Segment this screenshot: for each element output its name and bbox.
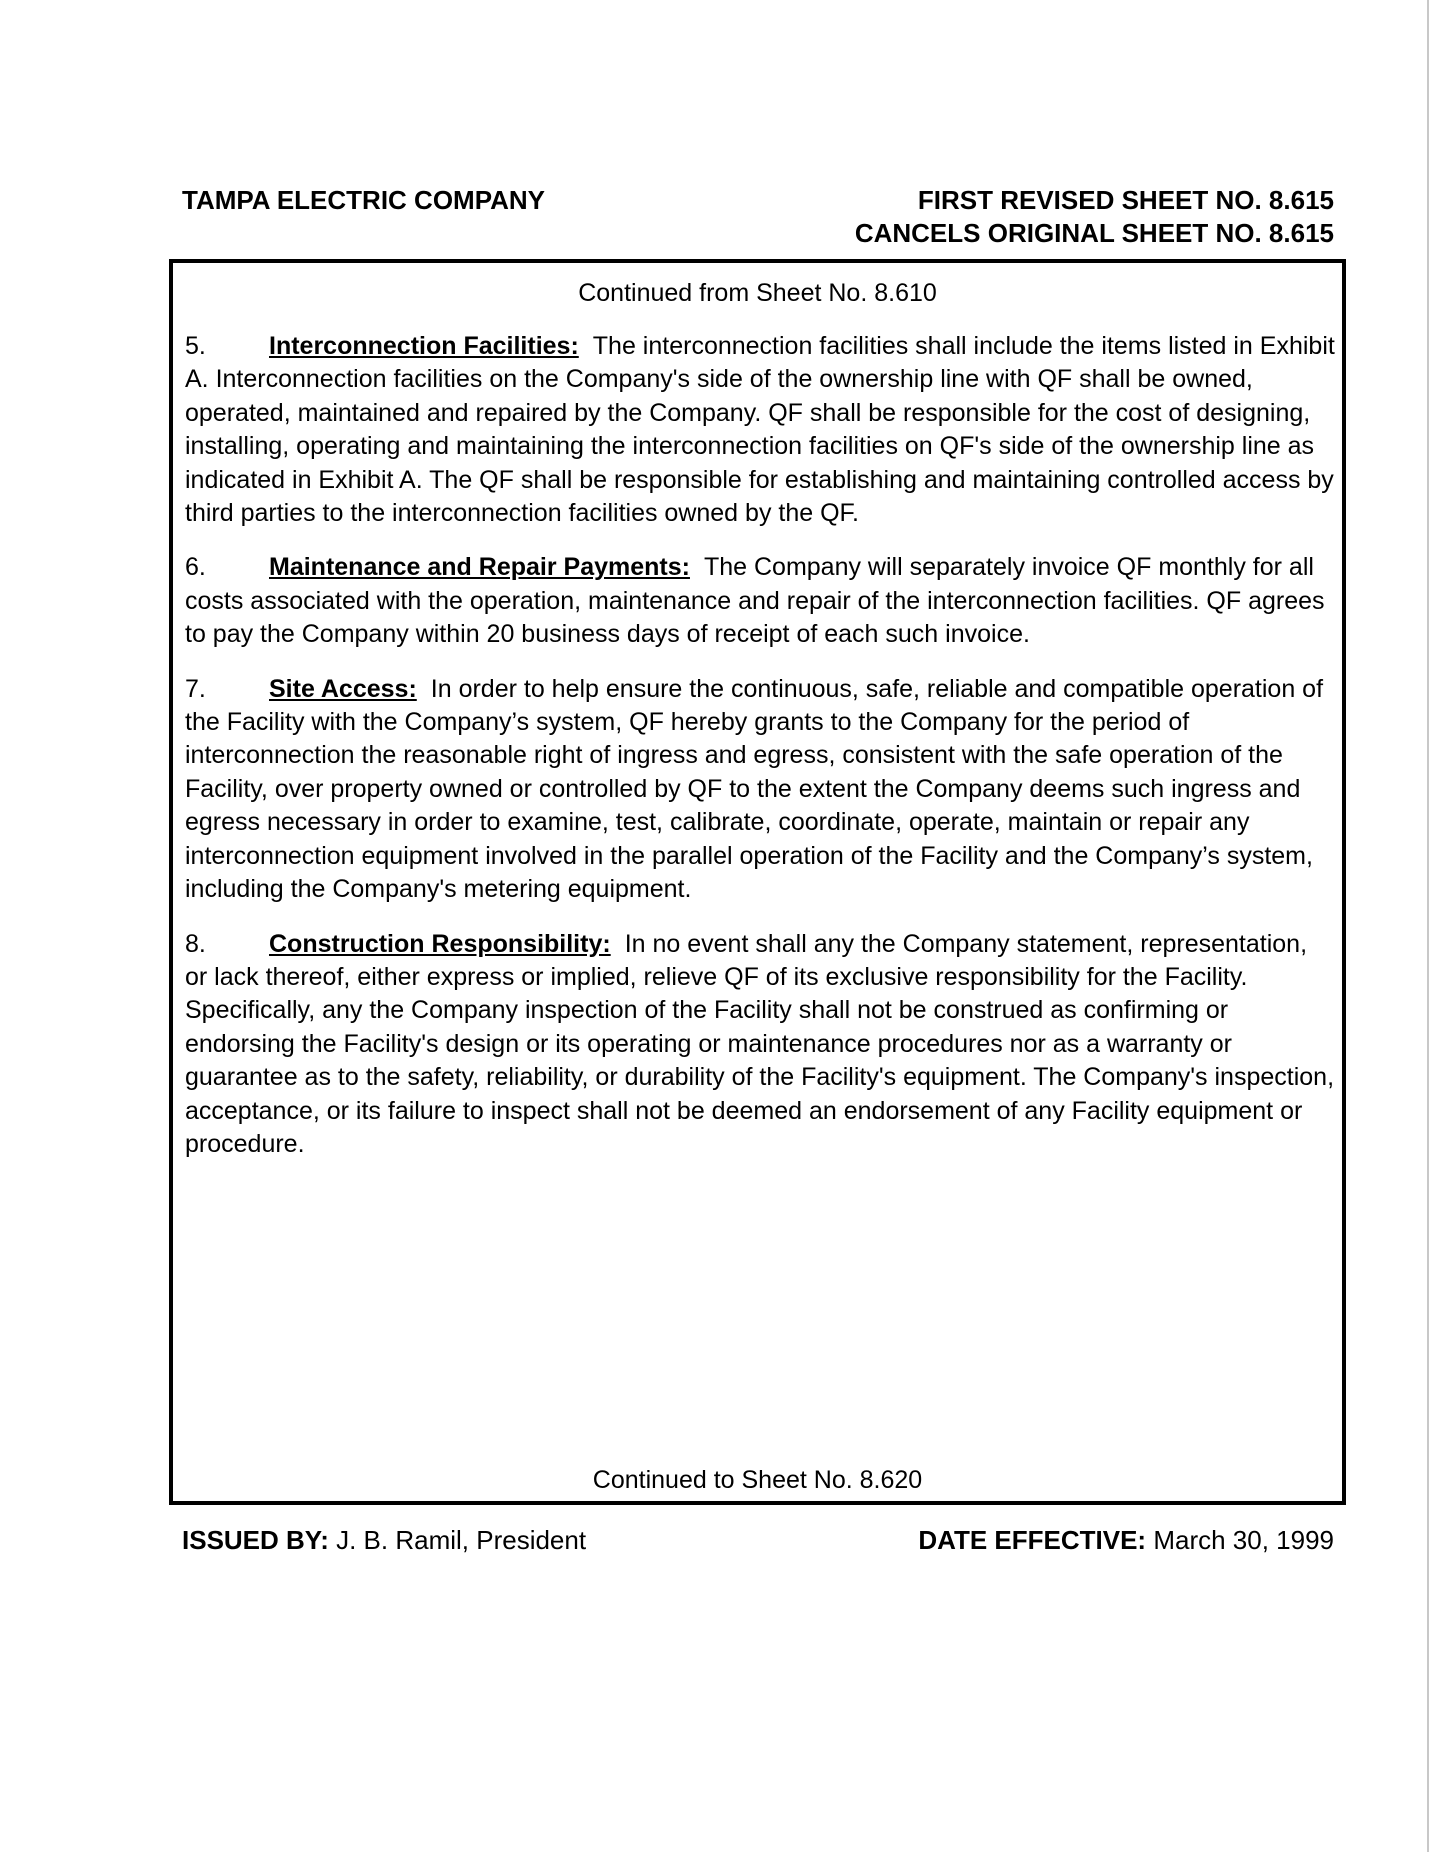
section-text: The interconnection facilities shall include the items listed in Exhibit A. Interconnection facilities on the Company's side of the ownership line with QF shall be owned, operated, maintained and repaired by the Company. QF shall be responsible for the cost of designing, installing, operating and maintaining the interconnection facilities on QF's side of the ownership line as indicated in Exhibit A. The QF shall be responsible for establishing and maintaining controlled access by third parties to the interconnection facilities owned by the QF. [185, 332, 1335, 528]
section-8 [185, 928, 1335, 1162]
issued-by [182, 1524, 586, 1557]
issued-by-label: ISSUED BY: [182, 1525, 329, 1555]
section-number: 7. [185, 674, 206, 703]
date-effective [918, 1524, 1334, 1557]
company-name: TAMPA ELECTRIC COMPANY [182, 185, 546, 215]
section-number: 8. [185, 929, 206, 958]
tariff-body [185, 330, 1335, 1182]
section-number: 5. [185, 332, 206, 360]
section-number: 6. [185, 553, 206, 582]
sheet-number-block [855, 184, 1334, 250]
section-title: Construction Responsibility: [269, 929, 611, 958]
section-5 [185, 330, 1335, 530]
section-text: In no event shall any the Company statement, representation, or lack thereof, either express or implied, relieve QF of its exclusive responsibility for the Facility. Specifically, any the Company inspection of the Facility shall not be construed as confirming or endorsing the Facility's design or its operating or maintenance procedures nor as a warranty or guarantee as to the safety, reliability, or durability of the Facility's equipment. The Company's inspection, acceptance, or its failure to inspect shall not be deemed an endorsement of any Facility equipment or procedure. [185, 929, 1335, 1158]
section-6 [185, 551, 1335, 651]
continued-from-note: Continued from Sheet No. 8.610 [578, 279, 937, 307]
section-text: In order to help ensure the continuous, safe, reliable and compatible operation of the Facility with the Company’s system, QF hereby grants to the Company for the period of interconnection the reasonable right of ingress and egress, consistent with the safe operation of the Facility, over property owned or controlled by QF to the extent the Company deems such ingress and egress necessary in order to examine, test, calibrate, coordinate, operate, maintain or repair any interconnection equipment involved in the parallel operation of the Facility and the Company’s system, including the Company's metering equipment. [185, 674, 1324, 904]
issued-by-value: J. B. Ramil, President [336, 1525, 587, 1555]
sheet-number: FIRST REVISED SHEET NO. 8.615 [917, 185, 1334, 215]
section-7 [185, 673, 1335, 907]
tariff-content-box [169, 259, 1346, 1505]
continued-to-note: Continued to Sheet No. 8.620 [592, 1466, 923, 1494]
section-text: The Company will separately invoice QF monthly for all costs associated with the operation, maintenance and repair of the interconnection facilities. QF agrees to pay the Company within 20 business days of receipt of each such invoice. [185, 553, 1325, 649]
page-edge-line [1427, 0, 1429, 1852]
date-effective-value: March 30, 1999 [1153, 1525, 1334, 1555]
section-title: Interconnection Facilities: [269, 332, 579, 360]
cancels-sheet-number: CANCELS ORIGINAL SHEET NO. 8.615 [854, 218, 1334, 248]
section-title: Site Access: [269, 674, 417, 703]
section-title: Maintenance and Repair Payments: [269, 553, 690, 582]
date-effective-label: DATE EFFECTIVE: [918, 1525, 1147, 1555]
